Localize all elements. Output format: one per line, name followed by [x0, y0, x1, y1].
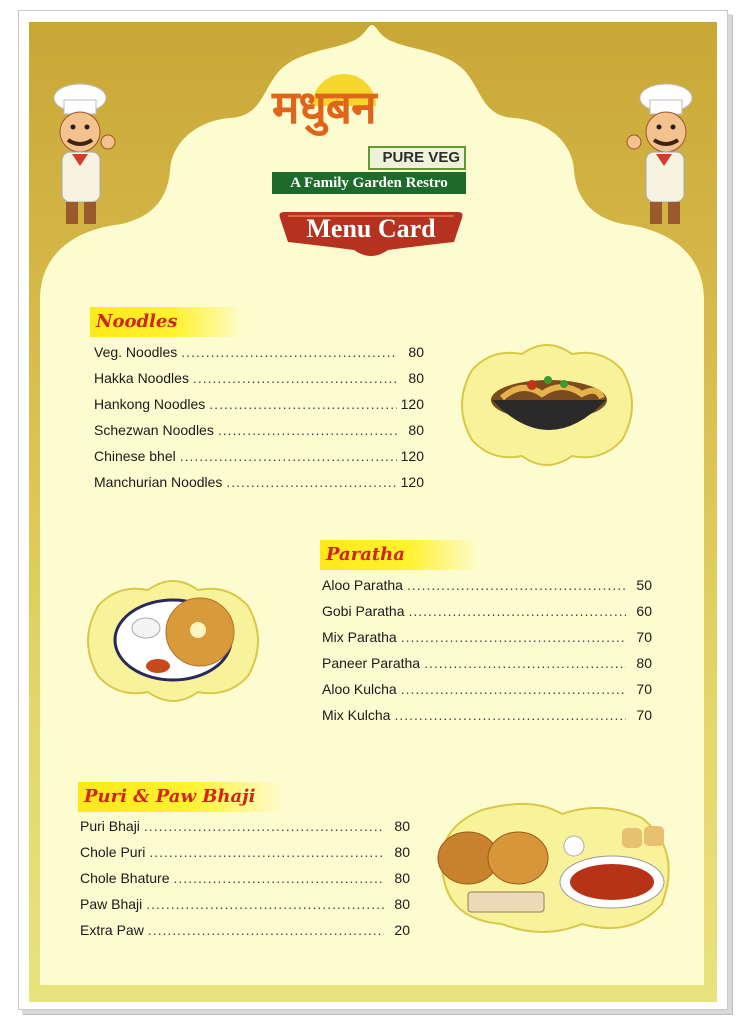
list-item: Mix Kulcha ..... 70	[322, 707, 652, 733]
section-title-paratha: Paratha	[320, 540, 480, 570]
chef-icon	[620, 80, 700, 230]
noodle-bowl-icon	[452, 340, 642, 470]
list-item: Aloo Kulcha ..... 70	[322, 681, 652, 707]
list-item: Chinese bhel ..... 120	[94, 448, 424, 474]
list-item: Paw Bhaji ..... 80	[80, 896, 410, 922]
menu-card-banner	[278, 208, 464, 262]
list-item: Chole Bhature ..... 80	[80, 870, 410, 896]
noodles-list	[94, 344, 424, 500]
paratha-plate-icon	[78, 576, 268, 706]
list-item: Hakka Noodles ..... 80	[94, 370, 424, 396]
list-item: Chole Puri ..... 80	[80, 844, 410, 870]
list-item: Hankong Noodles ..... 120	[94, 396, 424, 422]
list-item: Gobi Paratha ..... 60	[322, 603, 652, 629]
section-title-puri-paw-bhaji: Puri & Paw Bhaji	[78, 782, 284, 812]
pure-veg-label: PURE VEG	[368, 146, 466, 170]
chef-icon	[50, 80, 130, 230]
list-item: Mix Paratha ..... 70	[322, 629, 652, 655]
logo-hindi-name: मधुबन	[272, 80, 376, 134]
puri-bhaji-icon	[432, 800, 682, 936]
list-item: Puri Bhaji ..... 80	[80, 818, 410, 844]
menu-card-title: Menu Card	[306, 214, 436, 243]
list-item: Aloo Paratha ..... 50	[322, 577, 652, 603]
list-item: Paneer Paratha ..... 80	[322, 655, 652, 681]
list-item: Schezwan Noodles ..... 80	[94, 422, 424, 448]
tagline: A Family Garden Restro	[272, 172, 466, 194]
list-item: Extra Paw ..... 20	[80, 922, 410, 948]
section-title-noodles: Noodles	[90, 307, 244, 337]
list-item: Veg. Noodles ..... 80	[94, 344, 424, 370]
list-item: Manchurian Noodles ..... 120	[94, 474, 424, 500]
paratha-list	[322, 577, 652, 733]
puri-list	[80, 818, 410, 948]
